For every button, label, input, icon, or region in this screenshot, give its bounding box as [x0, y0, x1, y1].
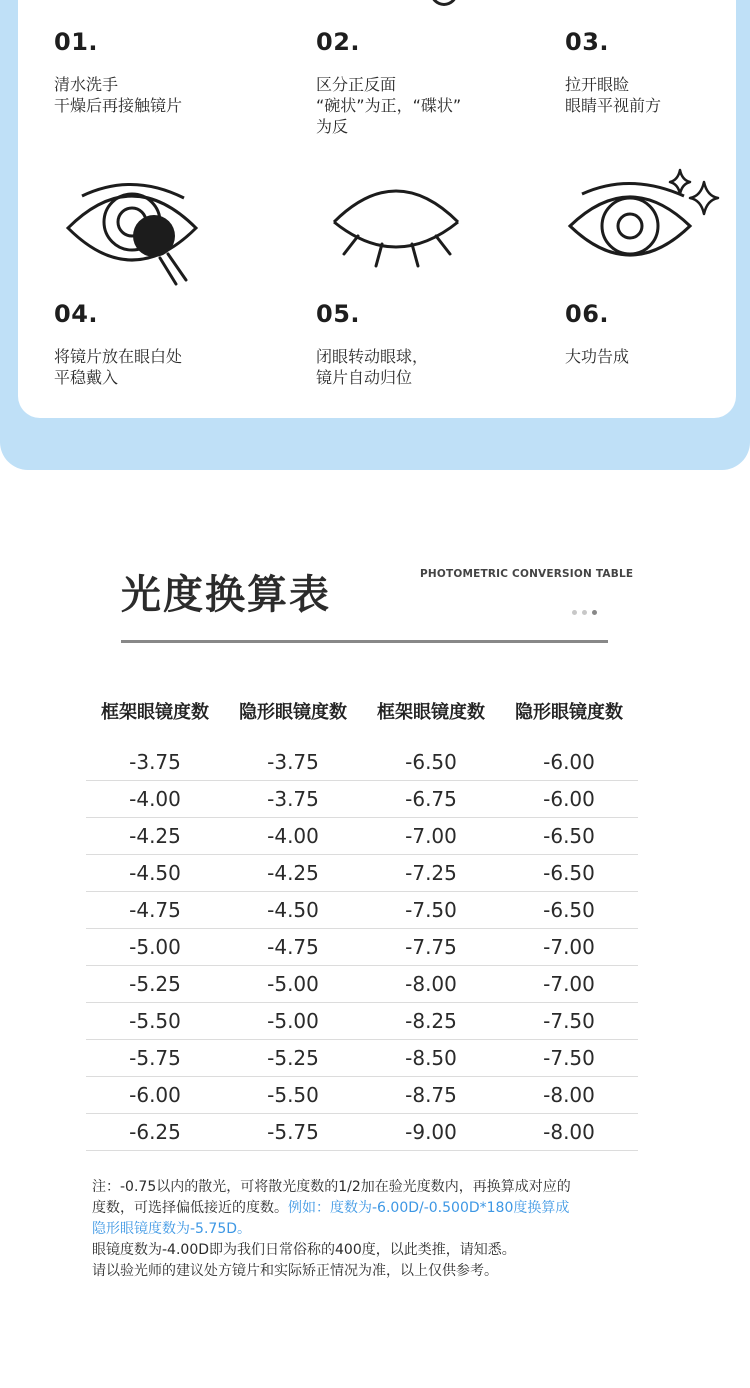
note-line [92, 1198, 652, 1219]
step-line: 区分正反面 [316, 75, 397, 94]
table-cell: -4.25 [129, 824, 181, 848]
header-frame-power: 框架眼镜度数 [377, 702, 485, 723]
table-cell: -5.00 [129, 935, 181, 959]
note-line: 注：-0.75以内的散光，可将散光度数的1/2加在验光度数内，再换算成对应的 [92, 1179, 571, 1195]
header-contact-power: 隐形眼镜度数 [239, 702, 347, 723]
step-4 [54, 300, 254, 388]
page-indicator [572, 600, 602, 619]
note-text: 度数，可选择偏低接近的度数。 [92, 1200, 288, 1216]
table-cell: -9.00 [405, 1120, 457, 1144]
step-number: 01. [54, 28, 99, 56]
step-line: 拉开眼睑 [565, 75, 630, 94]
step-description [565, 346, 750, 367]
table-cell: -7.25 [405, 861, 457, 885]
title-divider [121, 640, 608, 643]
step-line: 镜片自动归位 [316, 368, 413, 387]
table-row [86, 1114, 638, 1151]
indicator-dot [582, 610, 587, 615]
step-line: “碗状”为正，“碟状” [316, 96, 462, 115]
table-cell: -4.00 [267, 824, 319, 848]
table-row [86, 744, 638, 781]
table-cell: -8.75 [405, 1083, 457, 1107]
step-description [54, 346, 254, 388]
step-number: 02. [316, 28, 361, 56]
table-cell: -8.00 [405, 972, 457, 996]
table-cell: -6.00 [543, 750, 595, 774]
step-2 [316, 28, 516, 137]
step-number: 06. [565, 300, 610, 328]
table-row [86, 1077, 638, 1114]
table-cell: -8.00 [543, 1120, 595, 1144]
step-line: 清水洗手 [54, 75, 119, 94]
step-line: 为反 [316, 117, 349, 136]
table-cell: -5.00 [267, 1009, 319, 1033]
table-cell: -4.25 [267, 861, 319, 885]
table-cell: -5.75 [129, 1046, 181, 1070]
step-line: 眼睛平视前方 [565, 96, 662, 115]
table-cell: -3.75 [267, 787, 319, 811]
section-subtitle: PHOTOMETRIC CONVERSION TABLE [420, 568, 634, 580]
note-example: 隐形眼镜度数为-5.75D。 [92, 1221, 252, 1237]
step-3 [565, 28, 750, 116]
table-cell: -5.25 [267, 1046, 319, 1070]
step-description [316, 74, 516, 137]
table-row [86, 1040, 638, 1077]
table-cell: -3.75 [267, 750, 319, 774]
step-line: 将镜片放在眼白处 [54, 347, 183, 366]
table-row [86, 929, 638, 966]
step-line: 闭眼转动眼球， [316, 347, 429, 366]
step-number: 03. [565, 28, 610, 56]
table-cell: -7.00 [543, 972, 595, 996]
table-cell: -6.00 [129, 1083, 181, 1107]
table-body [86, 744, 638, 1151]
table-cell: -5.50 [267, 1083, 319, 1107]
table-cell: -7.50 [543, 1046, 595, 1070]
table-cell: -6.25 [129, 1120, 181, 1144]
note-example: 例如：度数为-6.00D/-0.500D*180度换算成 [288, 1200, 570, 1216]
table-cell: -5.50 [129, 1009, 181, 1033]
table-cell: -6.50 [405, 750, 457, 774]
step-description [54, 74, 254, 116]
table-cell: -8.25 [405, 1009, 457, 1033]
closed-eye-icon [328, 182, 464, 272]
table-cell: -4.50 [129, 861, 181, 885]
step-description [565, 74, 750, 116]
table-cell: -5.75 [267, 1120, 319, 1144]
step-number: 05. [316, 300, 361, 328]
note-line: 眼镜度数为-4.00D即为我们日常俗称的400度，以此类推，请知悉。 [92, 1242, 516, 1258]
indicator-dot-active [592, 610, 597, 615]
table-cell: -5.25 [129, 972, 181, 996]
table-cell: -4.75 [267, 935, 319, 959]
step-line: 平稳戴入 [54, 368, 119, 387]
table-row [86, 892, 638, 929]
table-cell: -3.75 [129, 750, 181, 774]
conversion-table [86, 698, 638, 1151]
table-cell: -8.00 [543, 1083, 595, 1107]
table-cell: -7.50 [405, 898, 457, 922]
table-cell: -7.50 [543, 1009, 595, 1033]
section-title: 光度换算表 [121, 572, 331, 618]
table-cell: -7.00 [543, 935, 595, 959]
step-1 [54, 28, 254, 116]
decorative-ring-icon [430, 0, 458, 6]
table-cell: -7.75 [405, 935, 457, 959]
table-cell: -6.00 [543, 787, 595, 811]
table-row [86, 966, 638, 1003]
table-cell: -6.50 [543, 861, 595, 885]
table-cell: -4.00 [129, 787, 181, 811]
table-row [86, 1003, 638, 1040]
header-frame-power: 框架眼镜度数 [101, 702, 209, 723]
step-5 [316, 300, 516, 388]
table-cell: -4.75 [129, 898, 181, 922]
table-cell: -6.75 [405, 787, 457, 811]
step-6 [565, 300, 750, 367]
table-cell: -7.00 [405, 824, 457, 848]
header-contact-power: 隐形眼镜度数 [515, 702, 623, 723]
table-header [86, 698, 638, 730]
step-number: 04. [54, 300, 99, 328]
eye-with-lens-icon [64, 176, 200, 292]
table-cell: -8.50 [405, 1046, 457, 1070]
note-line: 请以验光师的建议处方镜片和实际矫正情况为准，以上仅供参考。 [92, 1263, 498, 1279]
indicator-dot [572, 610, 577, 615]
table-cell: -4.50 [267, 898, 319, 922]
sparkling-eye-icon [566, 168, 722, 268]
step-line: 大功告成 [565, 347, 630, 366]
step-description [316, 346, 516, 388]
table-cell: -5.00 [267, 972, 319, 996]
table-cell: -6.50 [543, 898, 595, 922]
table-row [86, 855, 638, 892]
table-cell: -6.50 [543, 824, 595, 848]
step-line: 干燥后再接触镜片 [54, 96, 183, 115]
notes [92, 1177, 652, 1282]
table-row [86, 781, 638, 818]
table-row [86, 818, 638, 855]
